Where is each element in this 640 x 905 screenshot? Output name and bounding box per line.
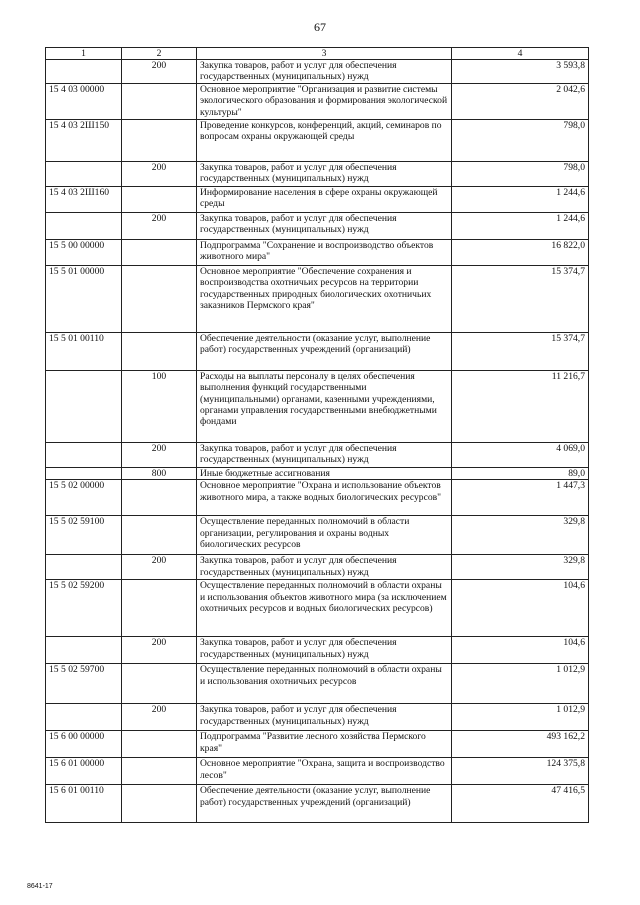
table-row	[46, 704, 589, 731]
row-amount: 11 216,7	[452, 370, 589, 442]
table-row	[46, 332, 589, 370]
row-expense-type	[122, 480, 197, 516]
table-row	[46, 480, 589, 516]
table-row	[46, 370, 589, 442]
row-expense-type: 200	[122, 637, 197, 664]
row-code: 15 6 01 00000	[46, 758, 122, 785]
row-amount: 2 042,6	[452, 83, 589, 119]
row-code: 15 5 02 59200	[46, 580, 122, 637]
column-number-4: 4	[452, 48, 589, 60]
row-code: 15 6 01 00110	[46, 785, 122, 823]
row-amount: 329,8	[452, 555, 589, 580]
row-code	[46, 637, 122, 664]
row-amount: 104,6	[452, 637, 589, 664]
row-expense-type: 200	[122, 442, 197, 467]
row-code	[46, 442, 122, 467]
column-number-1: 1	[46, 48, 122, 60]
row-description: Иные бюджетные ассигнования	[197, 467, 452, 479]
row-code: 15 5 00 00000	[46, 239, 122, 265]
table-row	[46, 637, 589, 664]
row-code: 15 5 02 00000	[46, 480, 122, 516]
row-description: Основное мероприятие "Охрана, защита и воспроизводство лесов"	[197, 758, 452, 785]
row-expense-type	[122, 516, 197, 555]
row-amount: 16 822,0	[452, 239, 589, 265]
row-expense-type: 200	[122, 704, 197, 731]
row-expense-type	[122, 332, 197, 370]
row-expense-type	[122, 785, 197, 823]
row-description: Информирование населения в сфере охраны окружающей среды	[197, 186, 452, 212]
row-amount: 1 447,3	[452, 480, 589, 516]
row-description: Обеспечение деятельности (оказание услуг, выполнение работ) государственных учреждений (организаций)	[197, 332, 452, 370]
row-description: Закупка товаров, работ и услуг для обеспечения государственных (муниципальных) нужд	[197, 637, 452, 664]
row-amount: 15 374,7	[452, 332, 589, 370]
row-amount: 1 012,9	[452, 664, 589, 704]
row-description: Закупка товаров, работ и услуг для обеспечения государственных (муниципальных) нужд	[197, 555, 452, 580]
row-expense-type	[122, 83, 197, 119]
row-description: Закупка товаров, работ и услуг для обеспечения государственных (муниципальных) нужд	[197, 442, 452, 467]
row-description: Расходы на выплаты персоналу в целях обеспечения выполнения функций государственными (муниципальными) органами, казенными учреждениями, органами управления государственными внебюджетными фондами	[197, 370, 452, 442]
row-description: Осуществление переданных полномочий в области организации, регулирования и охраны водных биологических ресурсов	[197, 516, 452, 555]
row-code: 15 5 02 59700	[46, 664, 122, 704]
table-row	[46, 442, 589, 467]
row-code	[46, 704, 122, 731]
row-amount: 3 593,8	[452, 60, 589, 84]
table-row	[46, 186, 589, 212]
table-row	[46, 516, 589, 555]
row-description: Основное мероприятие "Организация и развитие системы экологического образования и формирования экологической культуры"	[197, 83, 452, 119]
row-expense-type	[122, 239, 197, 265]
row-code: 15 4 03 2Ш150	[46, 119, 122, 161]
row-description: Проведение конкурсов, конференций, акций, семинаров по вопросам охраны окружающей среды	[197, 119, 452, 161]
row-amount: 47 416,5	[452, 785, 589, 823]
row-expense-type: 200	[122, 555, 197, 580]
table-row	[46, 467, 589, 479]
table-row	[46, 83, 589, 119]
column-number-2: 2	[122, 48, 197, 60]
row-amount: 104,6	[452, 580, 589, 637]
row-amount: 1 012,9	[452, 704, 589, 731]
row-expense-type: 200	[122, 212, 197, 239]
row-expense-type	[122, 119, 197, 161]
row-code: 15 5 01 00000	[46, 265, 122, 332]
row-description: Основное мероприятие "Обеспечение сохранения и воспроизводства охотничьих ресурсов на территории государственных природных биологических охотничьих заказников Пермского края"	[197, 265, 452, 332]
row-amount: 1 244,6	[452, 186, 589, 212]
row-code: 15 4 03 00000	[46, 83, 122, 119]
row-expense-type: 200	[122, 60, 197, 84]
row-code: 15 5 02 59100	[46, 516, 122, 555]
table-row	[46, 664, 589, 704]
column-number-3: 3	[197, 48, 452, 60]
row-description: Закупка товаров, работ и услуг для обеспечения государственных (муниципальных) нужд	[197, 212, 452, 239]
row-amount: 493 162,2	[452, 731, 589, 758]
row-description: Подпрограмма "Сохранение и воспроизводство объектов животного мира"	[197, 239, 452, 265]
table-row	[46, 265, 589, 332]
row-expense-type	[122, 265, 197, 332]
row-description: Подпрограмма "Развитие лесного хозяйства Пермского края"	[197, 731, 452, 758]
footer-document-code: 8641-17	[27, 883, 53, 890]
row-description: Закупка товаров, работ и услуг для обеспечения государственных (муниципальных) нужд	[197, 60, 452, 84]
table-row	[46, 731, 589, 758]
row-expense-type	[122, 758, 197, 785]
table-row	[46, 161, 589, 186]
row-expense-type: 800	[122, 467, 197, 479]
table-row	[46, 785, 589, 823]
row-expense-type	[122, 580, 197, 637]
row-description: Закупка товаров, работ и услуг для обеспечения государственных (муниципальных) нужд	[197, 704, 452, 731]
column-number-row	[46, 48, 589, 60]
row-code: 15 6 00 00000	[46, 731, 122, 758]
table-row	[46, 555, 589, 580]
row-description: Осуществление переданных полномочий в области охраны и использования охотничьих ресурсов	[197, 664, 452, 704]
table-row	[46, 758, 589, 785]
row-description: Основное мероприятие "Охрана и использование объектов животного мира, а также водных биологических ресурсов"	[197, 480, 452, 516]
row-expense-type: 100	[122, 370, 197, 442]
row-amount: 124 375,8	[452, 758, 589, 785]
row-code	[46, 370, 122, 442]
row-expense-type	[122, 731, 197, 758]
row-code	[46, 467, 122, 479]
row-code: 15 4 03 2Ш160	[46, 186, 122, 212]
row-expense-type: 200	[122, 161, 197, 186]
row-code: 15 5 01 00110	[46, 332, 122, 370]
row-description: Обеспечение деятельности (оказание услуг, выполнение работ) государственных учреждений (организаций)	[197, 785, 452, 823]
budget-table	[45, 47, 589, 823]
row-amount: 89,0	[452, 467, 589, 479]
row-amount: 329,8	[452, 516, 589, 555]
table-row	[46, 212, 589, 239]
row-description: Осуществление переданных полномочий в области охраны и использования объектов животного мира (за исключением охотничьих ресурсов и водных биологических ресурсов)	[197, 580, 452, 637]
table-row	[46, 239, 589, 265]
row-expense-type	[122, 186, 197, 212]
row-amount: 1 244,6	[452, 212, 589, 239]
row-description: Закупка товаров, работ и услуг для обеспечения государственных (муниципальных) нужд	[197, 161, 452, 186]
page-number: 67	[314, 20, 326, 34]
row-expense-type	[122, 664, 197, 704]
table-row	[46, 60, 589, 84]
table-row	[46, 119, 589, 161]
row-code	[46, 212, 122, 239]
row-amount: 798,0	[452, 119, 589, 161]
row-amount: 4 069,0	[452, 442, 589, 467]
table-row	[46, 580, 589, 637]
row-code	[46, 161, 122, 186]
row-amount: 798,0	[452, 161, 589, 186]
row-code	[46, 60, 122, 84]
row-amount: 15 374,7	[452, 265, 589, 332]
row-code	[46, 555, 122, 580]
